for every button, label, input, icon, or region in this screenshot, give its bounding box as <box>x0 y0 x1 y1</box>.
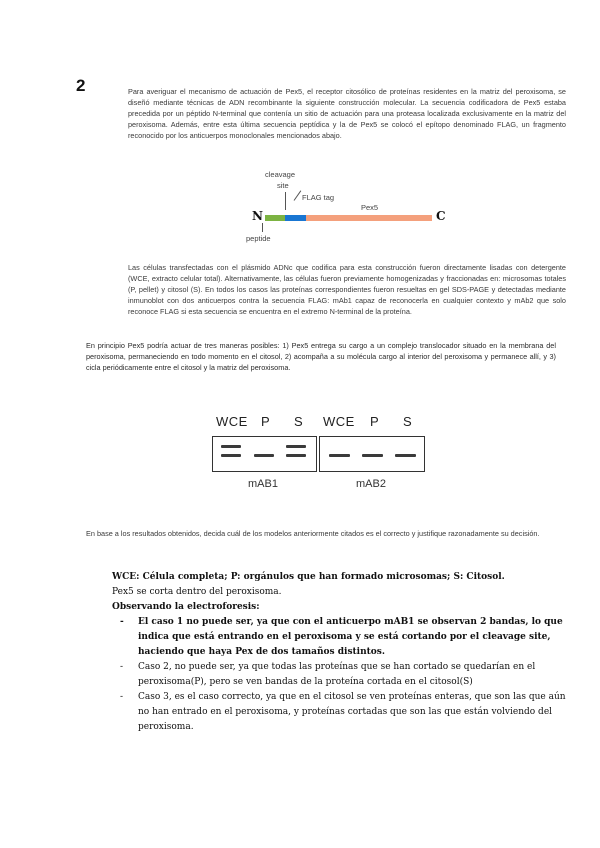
band-mab2-s-lower <box>395 454 416 457</box>
band-mab1-s-lower <box>286 454 306 457</box>
blot-panel-mab2 <box>319 436 425 472</box>
peptide-segment <box>265 215 285 221</box>
answer-bullet: - Caso 2, no puede ser, ya que todas las proteínas que se han cortado se quedarían en el peroxisoma(P), pero se ven bandas de la proteína cortada en el citosol(S) <box>120 662 536 687</box>
blot-header-mab1-wce: WCE <box>216 414 248 429</box>
band-mab2-wce-lower <box>329 454 350 457</box>
blot-caption-mab1: mAB1 <box>248 478 278 490</box>
blot-header-mab1-s: S <box>294 414 304 429</box>
band-mab1-s-upper <box>286 445 306 448</box>
handwritten-answer <box>112 570 567 735</box>
question-paragraph: En base a los resultados obtenidos, decida cuál de los modelos anteriormente citados es el correcto y justifique razonadamente su decisión. <box>86 529 540 538</box>
blot-header-mab2-s: S <box>403 414 413 429</box>
blot-panel-mab1 <box>212 436 317 472</box>
cleavage-label: cleavage <box>265 170 296 179</box>
pex5-segment <box>306 215 432 221</box>
answer-bullet: - El caso 1 no puede ser, ya que con el anticuerpo mAB1 se observan 2 bandas, lo que indica que está entrando en el peroxisoma y se está cortando por el cleavage site, haciendo que haya Pex de dos tamaños distintos. <box>120 617 563 657</box>
answer-bullet-text: El caso 1 no puede ser, ya que con el anticuerpo mAB1 se observan 2 bandas, lo que indica que está entrando en el peroxisoma y se está cortando por el cleavage site, haciendo que haya Pex de dos tamaños distintos. <box>138 617 563 657</box>
answer-statement: Pex5 se corta dentro del peroxisoma. <box>112 587 282 597</box>
flag-tag-label: FLAG tag <box>302 193 335 202</box>
band-mab1-wce-upper <box>221 445 241 448</box>
pex5-label: Pex5 <box>361 203 379 212</box>
flag-pointer-line <box>294 190 302 200</box>
blot-header-mab2-wce: WCE <box>323 414 355 429</box>
question-number: 2 <box>76 76 86 95</box>
western-blot <box>210 414 430 494</box>
answer-bullet: - Caso 3, es el caso correcto, ya que en el citosol se ven proteínas enteras, que son las que aún no han entrado en el peroxisoma, y proteínas cortadas que son las que están volviendo del peroxisoma. <box>120 692 566 732</box>
answer-legend: WCE: Célula completa; P: orgánulos que han formado microsomas; S: Citosol. <box>112 572 505 582</box>
blot-header-mab1-p: P <box>261 414 271 429</box>
blot-header-mab2-p: P <box>370 414 380 429</box>
flag-segment <box>285 215 306 221</box>
site-label: site <box>277 181 289 190</box>
answer-bullet-text: Caso 3, es el caso correcto, ya que en el citosol se ven proteínas enteras, que son las que aún no han entrado en el peroxisoma, y proteínas cortadas que son las que están volviendo del peroxisoma. <box>138 692 566 732</box>
cleavage-marker-line <box>285 192 286 210</box>
construct-diagram <box>246 170 450 250</box>
peptide-label: peptide <box>246 234 271 243</box>
band-mab2-p-lower <box>362 454 383 457</box>
answer-bullet-list <box>112 615 567 735</box>
band-mab1-wce-lower <box>221 454 241 457</box>
models-paragraph: En principio Pex5 podría actuar de tres maneras posibles: 1) Pex5 entrega su cargo a un complejo translocador situado en la membrana del peroxisoma, permaneciendo en todo momento en el citosol, 2) acompaña a su molécula cargo al interior del peroxisoma y permanece allí, y 3) cicla periódicamente entre el citosol y la matriz del peroxisoma. <box>86 341 556 372</box>
c-terminus-label: C <box>436 209 446 223</box>
band-mab1-p-lower <box>254 454 274 457</box>
answer-observation-heading: Observando la electroforesis: <box>112 602 260 612</box>
answer-bullet-text: Caso 2, no puede ser, ya que todas las proteínas que se han cortado se quedarían en el peroxisoma(P), pero se ven bandas de la proteína cortada en el citosol(S) <box>138 662 536 687</box>
methods-paragraph: Las células transfectadas con el plásmido ADNc que codifica para esta construcción fueron directamente lisadas con detergente (WCE, extracto celular total). Alternativamente, las células fueron previamente homogenizadas y fraccionadas en: microsomas totales (P, pellet) y citosol (S). En todos los casos las proteínas correspondientes fueron resueltas en gel SDS-PAGE y detectadas mediante inmunoblot con dos anticuerpos contra la secuencia FLAG: mAb1 capaz de reconocerla en cualquier contexto y mAb2 que solo reconoce FLAG si esta secuencia se encuentra en el extremo N-terminal de la proteína. <box>128 263 566 316</box>
blot-caption-mab2: mAB2 <box>356 478 386 490</box>
n-terminus-label: N <box>252 209 263 223</box>
peptide-pointer-line <box>262 223 263 232</box>
intro-paragraph: Para averiguar el mecanismo de actuación de Pex5, el receptor citosólico de proteínas residentes en la matriz del peroxisoma, se diseñó mediante técnicas de ADN recombinante la siguiente construcción molecular. La secuencia codificadora de Pex5 estaba precedida por un péptido N-terminal que contenía un sitio de actuación para una proteasa localizada exclusivamente en la matriz del peroxisoma. Además, entre esta última secuencia peptídica y la de Pex5 se colocó el epítopo denominado FLAG, un fragmento reconocido por los anticuerpos monoclonales mencionados abajo. <box>128 87 566 140</box>
